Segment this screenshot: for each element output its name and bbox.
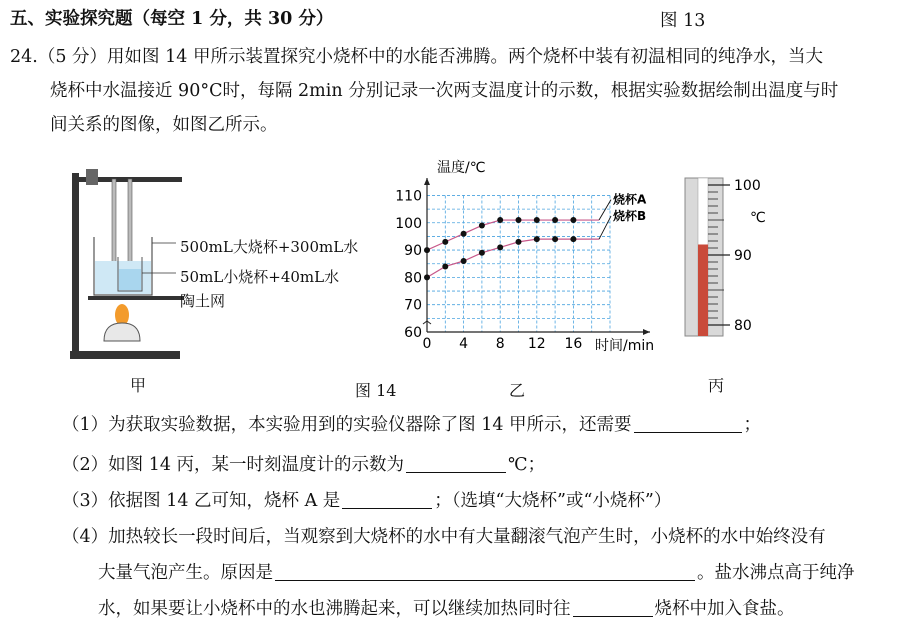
subquestion-3: （3）依据图 14 乙可知，烧杯 A 是 ；（选填“大烧杯”或“小烧杯”） (62, 491, 672, 511)
small-beaker-water (119, 269, 141, 290)
y-tick-label: 60 (404, 325, 422, 341)
stand-base (70, 351, 180, 359)
question-score: （5 分） (37, 47, 108, 67)
x-tick-label: 16 (564, 336, 583, 352)
question-24-line2: 烧杯中水温接近 90°C时，每隔 2min 分别记录一次两支温度计的示数，根据实验数据绘制出温度与时 (50, 81, 839, 101)
caption-yi: 乙 (509, 381, 526, 400)
data-point (442, 239, 448, 245)
thermometer-liquid (698, 245, 708, 337)
subquestion-4-line2: 大量气泡产生。原因是 。盐水沸点高于纯净 (98, 563, 855, 583)
thermometer-tick-label: 100 (734, 178, 761, 194)
subquestion-4-line3: 水，如果要让小烧杯中的水也沸腾起来，可以继续加热同时往 烧杯中加入食盐。 (98, 599, 795, 619)
thermometer-tick-label: 80 (734, 318, 752, 334)
chart-ylabel: 温度/℃ (437, 160, 486, 176)
data-point (552, 236, 558, 242)
data-point (479, 223, 485, 229)
answer-blank-3[interactable] (342, 490, 432, 509)
thermometer-unit: ℃ (750, 210, 766, 226)
data-point (570, 217, 576, 223)
y-tick-label: 100 (395, 215, 422, 232)
data-point (534, 217, 540, 223)
caption-jia: 甲 (130, 376, 147, 395)
label-small-beaker: 50mL小烧杯+40mL水 (180, 268, 340, 286)
answer-blank-4a[interactable] (275, 562, 695, 581)
answer-blank-2[interactable] (406, 454, 506, 473)
data-point (479, 250, 485, 256)
question-number: 24. (10, 47, 38, 67)
question-24-line1: 24.（5 分）用如图 14 甲所示装置探究小烧杯中的水能否沸腾。两个烧杯中装有初温相同的纯净水，当大 (10, 47, 823, 67)
x-tick-label: 0 (422, 336, 432, 352)
data-point (497, 217, 503, 223)
answer-blank-4b[interactable] (573, 598, 653, 617)
stand-rod (72, 173, 79, 353)
y-tick-label: 90 (404, 243, 422, 260)
subquestion-4-line1: （4）加热较长一段时间后，当观察到大烧杯的水中有大量翻滚气泡产生时，小烧杯的水中始终没有 (62, 527, 826, 547)
thermometer-figure (680, 175, 790, 340)
data-point (570, 236, 576, 242)
section-title: 五、实验探究题（每空 1 分，共 30 分） (10, 9, 334, 29)
answer-blank-1[interactable] (634, 414, 742, 433)
temperature-time-chart (395, 150, 685, 360)
figure-13-caption: 图 13 (660, 11, 706, 31)
series-label: 烧杯A (613, 192, 647, 207)
alcohol-lamp-icon (104, 323, 140, 341)
data-point (552, 217, 558, 223)
caption-bing: 丙 (708, 376, 725, 395)
figure-14-caption: 图 14 (355, 381, 397, 400)
y-tick-label: 80 (404, 270, 422, 287)
x-tick-label: 8 (495, 336, 505, 352)
question-24-line3: 间关系的图像，如图乙所示。 (50, 115, 278, 135)
series-label: 烧杯B (613, 209, 647, 224)
label-big-beaker: 500mL大烧杯+300mL水 (180, 238, 359, 256)
x-tick-label: 4 (459, 336, 469, 352)
data-point (534, 236, 540, 242)
data-point (497, 244, 503, 250)
clamp-knob (86, 169, 98, 185)
thermometer-tick-label: 90 (734, 248, 752, 264)
chart-xlabel: 时间/min (595, 338, 655, 354)
series-leader-line (599, 200, 611, 220)
y-axis-arrow (424, 178, 430, 185)
data-point (424, 247, 430, 253)
data-point (516, 239, 522, 245)
x-tick-label: 12 (527, 336, 546, 352)
series-leader-line (599, 216, 611, 239)
x-axis-arrow (643, 329, 650, 335)
data-point (461, 231, 467, 237)
y-tick-label: 110 (395, 188, 422, 205)
data-point (461, 258, 467, 264)
label-ceramic-net: 陶土网 (180, 292, 226, 310)
data-point (424, 274, 430, 280)
data-point (516, 217, 522, 223)
subquestion-1: （1）为获取实验数据，本实验用到的实验仪器除了图 14 甲所示，还需要 ； (62, 415, 762, 435)
apparatus-figure (60, 165, 400, 365)
subquestion-2: （2）如图 14 丙，某一时刻温度计的示数为 ℃； (62, 455, 546, 475)
y-tick-label: 70 (404, 297, 422, 314)
data-point (442, 263, 448, 269)
